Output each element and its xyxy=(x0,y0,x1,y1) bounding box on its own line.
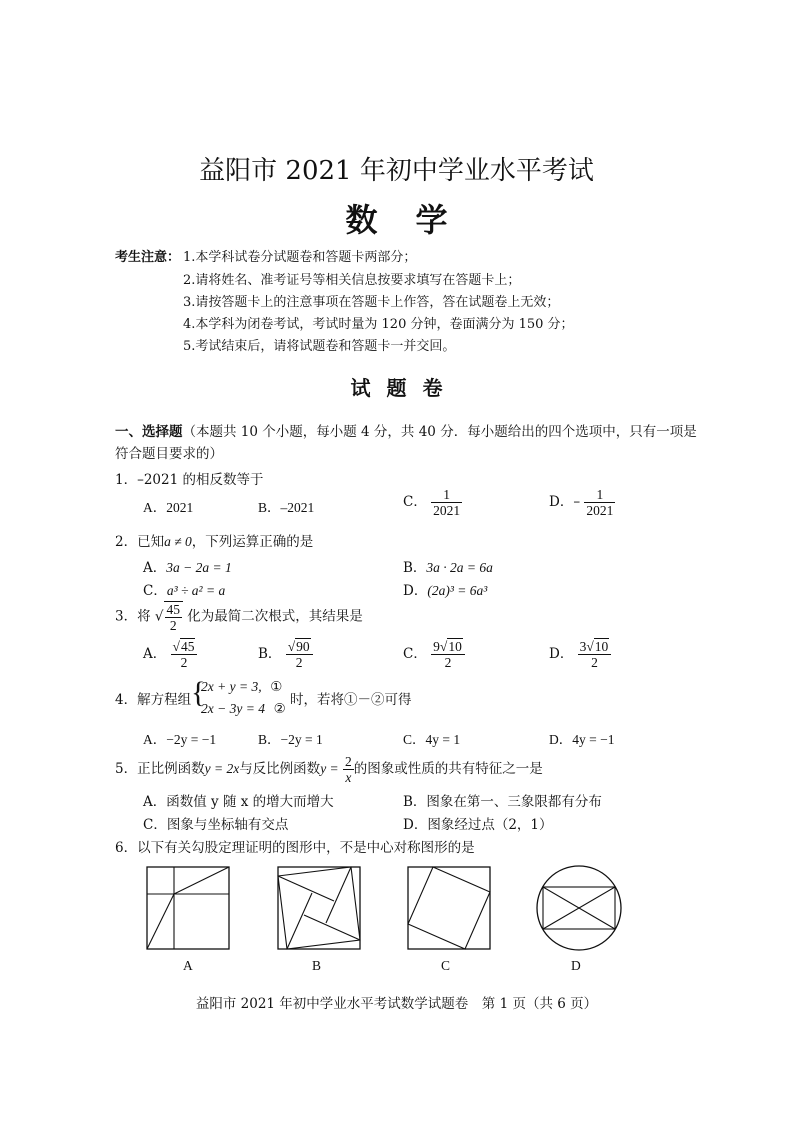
q3-stem-post: 化为最简二次根式，其结果是 xyxy=(187,608,363,625)
q5-option-a: A．函数值 y 随 x 的增大而增大 xyxy=(143,794,334,810)
fraction-denominator: 2 xyxy=(444,655,452,670)
subject-title: 数学 xyxy=(345,201,486,239)
fraction-denominator: 2 xyxy=(295,655,303,670)
q5-stem-post: 的图象或性质的共有特征之一是 xyxy=(353,761,543,777)
q4-number: 4． xyxy=(115,692,138,708)
q5-stem-mid: 与反比例函数 xyxy=(239,761,321,777)
note-item: 2.请将姓名、准考证号等相关信息按要求填写在答题卡上； xyxy=(183,273,521,288)
q1-number: 1． xyxy=(115,472,138,488)
q3-option-a xyxy=(143,639,197,670)
q4-stem-post: 时，若将①－②可得 xyxy=(290,692,412,708)
q1-option-d-label: D． xyxy=(549,494,574,510)
q3-option-c-label: C． xyxy=(403,646,427,662)
page-footer: 益阳市 2021 年初中学业水平考试数学试题卷 第 1 页（共 6 页） xyxy=(195,996,598,1012)
q2-option-c xyxy=(143,579,225,599)
section-title: 试题卷 xyxy=(350,376,459,400)
q4-brace: { xyxy=(191,676,206,709)
part1-heading: 一、选择题 xyxy=(115,424,183,440)
q4-eq1: 2x + y = 3, xyxy=(201,679,262,694)
q1-option-c xyxy=(403,487,462,518)
q5-stem-line xyxy=(115,754,543,785)
q4-eq1-mark: ① xyxy=(270,679,283,695)
q3-option-b-label: B． xyxy=(258,646,282,662)
q1-option-d-fraction xyxy=(584,487,615,518)
part1-desc-cont: 符合题目要求的） xyxy=(115,446,223,462)
q5-function-1: y = 2x xyxy=(204,761,240,776)
fraction-denominator: 2021 xyxy=(586,503,614,518)
part1-heading-line xyxy=(115,420,697,440)
notes-label: 考生注意： xyxy=(115,250,181,265)
figure-b xyxy=(277,866,361,950)
q6-number: 6． xyxy=(115,840,138,856)
q4-option-d: D．4y = −1 xyxy=(549,732,615,747)
q4-option-b: B．−2y = 1 xyxy=(258,732,323,747)
q2-option-d xyxy=(403,579,487,599)
figure-b-label: B xyxy=(312,958,322,973)
fraction-numerator: 45 xyxy=(166,602,180,617)
q2-option-c-expr: a³ ÷ a² = a xyxy=(166,583,226,598)
q5-function-2: y = xyxy=(320,761,339,776)
q3-option-d-fraction xyxy=(578,639,612,670)
fraction-numerator: 1 xyxy=(431,487,462,503)
fraction-numerator: 1 xyxy=(584,487,615,503)
q1-stem: –2021 的相反数等于 xyxy=(137,472,264,488)
q4-eq2-mark: ② xyxy=(273,701,286,717)
fraction-denominator: 2 xyxy=(169,618,177,633)
q4-eq1-line xyxy=(201,679,282,695)
radicand: 10 xyxy=(448,639,462,654)
q2-option-a xyxy=(143,556,232,576)
fraction-numerator: √45 xyxy=(171,639,198,655)
exam-title: 益阳市 2021 年初中学业水平考试 xyxy=(199,156,594,186)
q2-stem-pre: 已知 xyxy=(137,534,165,550)
q4-eq2-line xyxy=(201,701,286,717)
q3-stem-pre: 将 xyxy=(137,608,151,625)
q2-option-a-label: A． xyxy=(143,560,167,576)
fraction-numerator: √90 xyxy=(286,639,313,655)
note-item: 3.请按答题卡上的注意事项在答题卡上作答，答在试题卷上无效； xyxy=(183,295,560,310)
figure-c-label: C xyxy=(441,958,451,973)
note-item: 4.本学科为闭卷考试，考试时量为 120 分钟，卷面满分为 150 分； xyxy=(183,317,574,332)
q3-number: 3． xyxy=(115,608,138,625)
figure-c xyxy=(407,866,491,950)
q2-number: 2． xyxy=(115,534,138,550)
q3-option-c xyxy=(403,639,465,670)
radicand: 90 xyxy=(296,639,310,654)
q2-stem-line xyxy=(115,530,313,550)
q3-option-a-fraction xyxy=(171,639,198,670)
fraction-denominator: 2 xyxy=(591,655,598,670)
figure-d-label: D xyxy=(571,958,581,973)
q6-stem-line xyxy=(115,836,475,856)
q1-stem-line xyxy=(115,468,264,488)
q1-option-a: A．2021 xyxy=(143,500,194,515)
note-item: 5.考试结束后，请将试题卷和答题卡一并交回。 xyxy=(183,339,456,354)
q4-stem-pre: 解方程组 xyxy=(137,692,192,708)
fraction-numerator: 2 xyxy=(344,754,352,769)
q2-option-d-expr: (2a)³ = 6a³ xyxy=(427,583,488,598)
q2-stem-post: ，下列运算正确的是 xyxy=(191,534,314,550)
q2-option-a-expr: 3a − 2a = 1 xyxy=(166,560,232,575)
q5-option-b: B．图象在第一、三象限都有分布 xyxy=(403,794,602,810)
q2-option-d-label: D． xyxy=(403,583,428,599)
q5-function-2-fraction xyxy=(343,754,354,785)
q3-option-c-fraction xyxy=(431,639,465,670)
q2-option-c-label: C． xyxy=(143,583,167,599)
q1-option-c-fraction xyxy=(431,487,462,518)
fraction-denominator: 2021 xyxy=(433,503,461,518)
coefficient: 9 xyxy=(433,639,440,654)
q4-eq2: 2x − 3y = 4 xyxy=(201,701,265,716)
q3-stem-line xyxy=(115,601,363,633)
q2-option-b-expr: 3a · 2a = 6a xyxy=(426,560,493,575)
q5-option-c: C．图象与坐标轴有交点 xyxy=(143,817,289,833)
coefficient: 3 xyxy=(579,639,587,654)
q3-option-d xyxy=(549,639,611,670)
note-item: 1.本学科试卷分试题卷和答题卡两部分； xyxy=(183,250,417,265)
q3-option-b-fraction xyxy=(286,639,313,670)
figure-a xyxy=(146,866,230,950)
q5-number: 5． xyxy=(115,761,138,777)
radicand: 10 xyxy=(594,639,609,654)
part1-desc: （本题共 10 个小题，每小题 4 分，共 40 分．每小题给出的四个选项中，只有一项是 xyxy=(182,424,697,440)
q4-number-line xyxy=(115,688,191,708)
fraction-denominator: 2 xyxy=(180,655,188,670)
q2-condition: a ≠ 0 xyxy=(164,534,192,549)
q1-option-c-label: C． xyxy=(403,494,427,510)
q1-option-d-sign: – xyxy=(573,494,581,510)
q3-option-a-label: A． xyxy=(143,646,167,662)
q3-option-b xyxy=(258,639,313,670)
fraction-numerator: 9√10 xyxy=(431,639,465,655)
figure-d xyxy=(535,864,623,952)
fraction-denominator: x xyxy=(345,770,352,785)
q1-option-b: B．–2021 xyxy=(258,500,315,515)
radical-fraction xyxy=(164,601,184,633)
q3-option-d-label: D． xyxy=(549,646,574,662)
figure-a-label: A xyxy=(183,958,193,973)
q4-option-a: A．−2y = −1 xyxy=(143,732,217,747)
q2-option-b xyxy=(403,556,493,576)
q5-option-d: D．图象经过点（2，1） xyxy=(403,817,553,833)
q4-option-c: C．4y = 1 xyxy=(403,732,461,747)
fraction-numerator: 3√10 xyxy=(578,639,612,655)
q1-option-d xyxy=(549,487,615,518)
q2-option-b-label: B． xyxy=(403,560,427,576)
radicand: 45 xyxy=(180,639,195,654)
q6-stem: 以下有关勾股定理证明的图形中，不是中心对称图形的是 xyxy=(137,840,475,856)
q3-radical: √ $\frac{45}{2}$ xyxy=(155,601,183,633)
q5-stem-pre: 正比例函数 xyxy=(137,761,205,777)
